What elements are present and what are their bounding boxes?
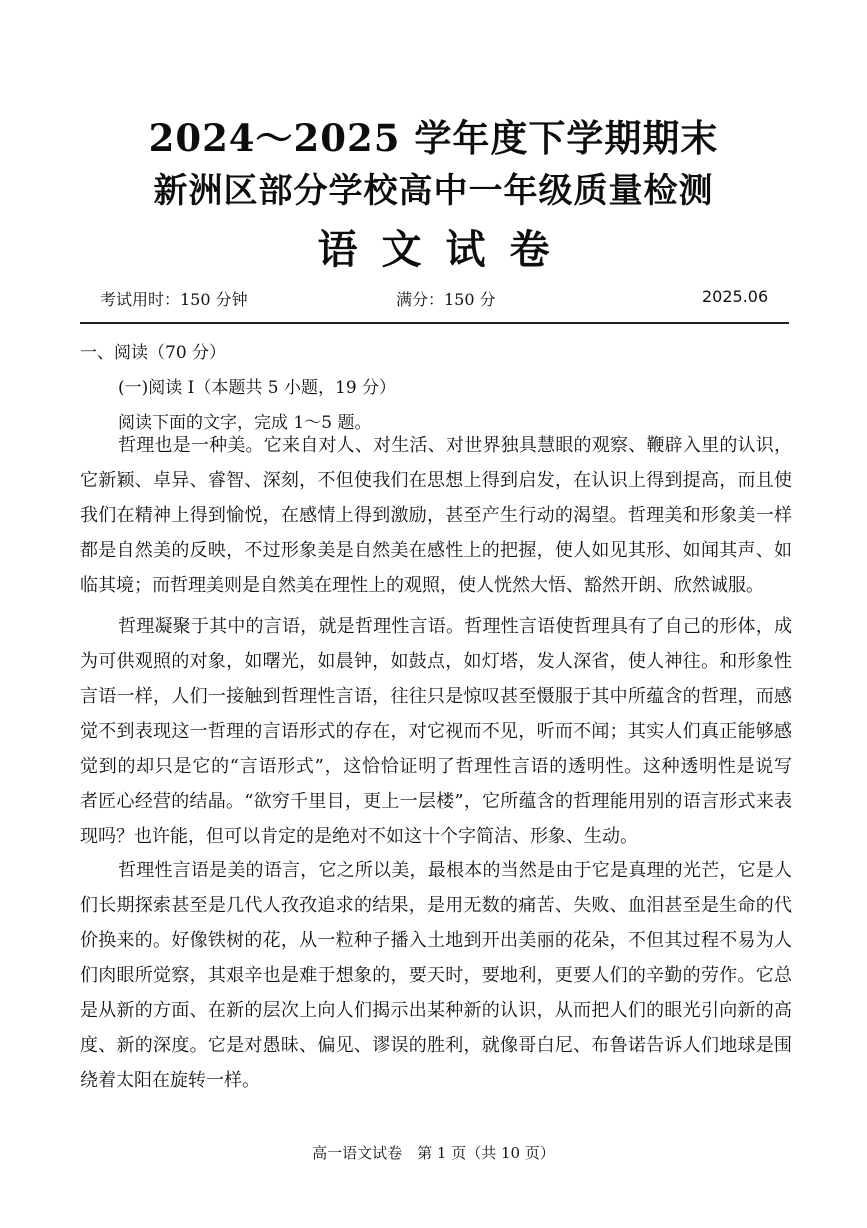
header-divider bbox=[80, 322, 789, 324]
exam-title-subject: 语文试卷 bbox=[317, 226, 574, 273]
passage-line: 言语一样，人们一接触到哲理性言语，往往只是惊叹甚至慑服于其中所蕴含的哲理，而感 bbox=[80, 686, 792, 707]
passage-line: 们长期探索甚至是几代人孜孜追求的结果，是用无数的痛苦、失败、血泪甚至是生命的代 bbox=[80, 895, 792, 916]
passage-line: 觉到的却只是它的“言语形式”，这恰恰证明了哲理性言语的透明性。这种透明性是说写 bbox=[80, 756, 792, 777]
passage-line: 觉不到表现这一哲理的言语形式的存在，对它视而不见，听而不闻；其实人们真正能够感 bbox=[80, 721, 792, 742]
passage-line: 哲理性言语是美的语言，它之所以美，最根本的当然是由于它是真理的光芒，它是人 bbox=[118, 860, 792, 881]
reading-instruction: 阅读下面的文字，完成 1～5 题。 bbox=[118, 413, 372, 433]
passage-line: 临其境；而哲理美则是自然美在理性上的观照，使人恍然大悟、豁然开朗、欣然诚服。 bbox=[80, 575, 764, 596]
passage-line: 者匠心经营的结晶。“欲穷千里目，更上一层楼”，它所蕴含的哲理能用别的语言形式来表 bbox=[80, 791, 792, 812]
passage-line: 价换来的。好像铁树的花，从一粒种子播入土地到开出美丽的花朵，不但其过程不易为人 bbox=[80, 930, 792, 951]
passage-line: 哲理也是一种美。它来自对人、对生活、对世界独具慧眼的观察、鞭辟入里的认识， bbox=[118, 435, 792, 456]
passage-line: 绕着太阳在旋转一样。 bbox=[80, 1070, 260, 1091]
exam-title-school: 新洲区部分学校高中一年级质量检测 bbox=[153, 171, 714, 211]
passage-line: 是从新的方面、在新的层次上向人们揭示出某种新的认识，从而把人们的眼光引向新的高 bbox=[80, 1000, 792, 1021]
subsection-heading: (一)阅读 I（本题共 5 小题，19 分） bbox=[118, 378, 397, 398]
passage-line: 度、新的深度。它是对愚昧、偏见、谬误的胜利，就像哥白尼、布鲁诺告诉人们地球是围 bbox=[80, 1035, 792, 1056]
passage-paragraph-1 bbox=[80, 428, 792, 603]
passage-line: 现吗？也许能，但可以肯定的是绝对不如这十个字简洁、形象、生动。 bbox=[80, 826, 638, 847]
exam-date: 2025.06 bbox=[702, 287, 769, 306]
passage-line: 们肉眼所觉察，其艰辛也是难于想象的，要天时，要地利，更要人们的辛勤的劳作。它总 bbox=[80, 965, 792, 986]
passage-line: 都是自然美的反映，不过形象美是自然美在感性上的把握，使人如见其形、如闻其声、如 bbox=[80, 540, 792, 561]
passage-line: 它新颖、卓异、睿智、深刻，不但使我们在思想上得到启发，在认识上得到提高，而且使 bbox=[80, 470, 792, 491]
passage-line: 哲理凝聚于其中的言语，就是哲理性言语。哲理性言语使哲理具有了自己的形体，成 bbox=[118, 616, 792, 637]
page-footer: 高一语文试卷 第 1 页（共 10 页） bbox=[312, 1144, 555, 1162]
passage-paragraph-3 bbox=[80, 853, 792, 1098]
passage-line: 为可供观照的对象，如曙光，如晨钟，如鼓点，如灯塔，发人深省，使人神往。和形象性 bbox=[80, 651, 792, 672]
passage-paragraph-2 bbox=[80, 609, 792, 854]
section-heading: 一、阅读（70 分） bbox=[80, 343, 227, 363]
exam-full-score: 满分：150 分 bbox=[396, 290, 496, 309]
exam-duration: 考试用时：150 分钟 bbox=[100, 290, 248, 309]
passage-line: 我们在精神上得到愉悦，在感情上得到激励，甚至产生行动的渴望。哲理美和形象美一样 bbox=[80, 505, 792, 526]
exam-title-year: 2024～2025 学年度下学期期末 bbox=[148, 116, 719, 160]
